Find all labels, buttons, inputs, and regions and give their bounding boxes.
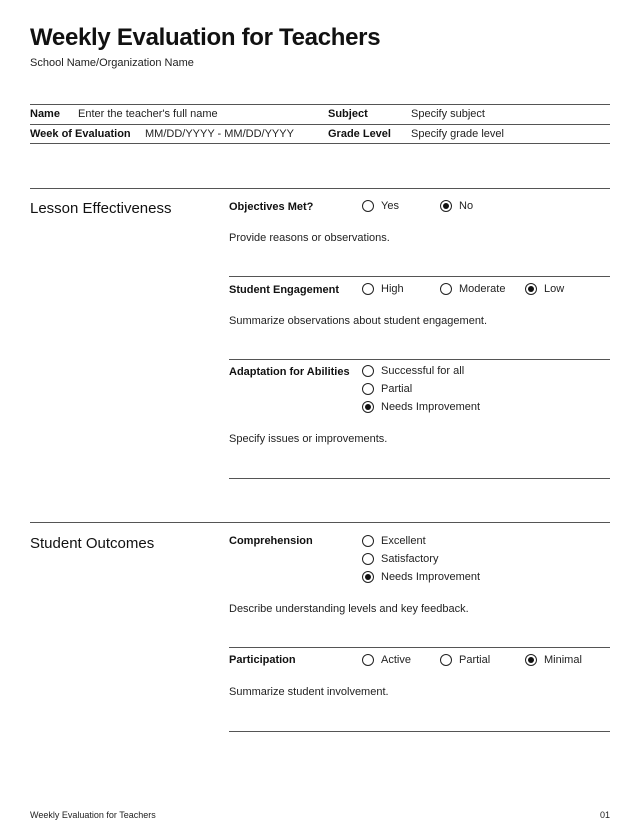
divider (229, 478, 610, 479)
divider (30, 104, 610, 105)
engagement-label: Student Engagement (229, 284, 340, 296)
divider (229, 647, 610, 648)
radio-icon (362, 654, 374, 666)
objectives-yes-radio[interactable] (362, 200, 399, 212)
week-label: Week of Evaluation (30, 128, 131, 140)
name-label: Name (30, 108, 60, 120)
radio-icon (362, 283, 374, 295)
comprehension-satisfactory-radio[interactable] (362, 553, 438, 565)
divider (229, 276, 610, 277)
engagement-high-radio[interactable] (362, 283, 404, 295)
divider (229, 731, 610, 732)
option-label: Successful for all (381, 365, 465, 377)
name-field[interactable]: Enter the teacher's full name (78, 108, 218, 120)
option-label: Needs Improvement (381, 571, 481, 583)
radio-icon (362, 535, 374, 547)
section-divider (30, 188, 610, 189)
subject-label: Subject (328, 108, 368, 120)
week-field[interactable]: MM/DD/YYYY - MM/DD/YYYY (145, 128, 294, 140)
option-label: Moderate (459, 283, 506, 295)
option-label: Partial (459, 654, 491, 666)
footer-title: Weekly Evaluation for Teachers (30, 810, 156, 820)
radio-selected-icon (440, 200, 452, 212)
participation-active-radio[interactable] (362, 654, 411, 666)
grade-label: Grade Level (328, 128, 391, 140)
adaptation-needs-improvement-radio[interactable] (362, 401, 480, 413)
option-label: Partial (381, 383, 413, 395)
participation-partial-radio[interactable] (440, 654, 490, 666)
section-title-outcomes: Student Outcomes (30, 535, 155, 552)
page-title: Weekly Evaluation for Teachers (30, 24, 381, 51)
organization-name: School Name/Organization Name (30, 57, 194, 69)
grade-field[interactable]: Specify grade level (411, 128, 504, 140)
radio-icon (362, 200, 374, 212)
option-label: Satisfactory (381, 553, 439, 565)
radio-icon (440, 654, 452, 666)
objectives-label: Objectives Met? (229, 201, 314, 213)
participation-note[interactable]: Summarize student involvement. (229, 686, 389, 698)
engagement-moderate-radio[interactable] (440, 283, 505, 295)
divider (30, 143, 610, 144)
subject-field[interactable]: Specify subject (411, 108, 485, 120)
participation-label: Participation (229, 654, 296, 666)
objectives-note[interactable]: Provide reasons or observations. (229, 232, 390, 244)
objectives-no-radio[interactable] (440, 200, 473, 212)
radio-selected-icon (525, 283, 537, 295)
radio-selected-icon (362, 401, 374, 413)
radio-selected-icon (525, 654, 537, 666)
adaptation-note[interactable]: Specify issues or improvements. (229, 433, 388, 445)
option-label: Needs Improvement (381, 401, 481, 413)
divider (30, 124, 610, 125)
page-number: 01 (599, 810, 610, 820)
adaptation-label: Adaptation for Abilities (229, 366, 350, 378)
radio-icon (362, 365, 374, 377)
comprehension-needs-improvement-radio[interactable] (362, 571, 480, 583)
comprehension-note[interactable]: Describe understanding levels and key feedback. (229, 603, 469, 615)
comprehension-excellent-radio[interactable] (362, 535, 426, 547)
option-label: Minimal (544, 654, 582, 666)
radio-selected-icon (362, 571, 374, 583)
adaptation-partial-radio[interactable] (362, 383, 412, 395)
radio-icon (440, 283, 452, 295)
radio-icon (362, 383, 374, 395)
engagement-low-radio[interactable] (525, 283, 564, 295)
option-label: Low (544, 283, 565, 295)
comprehension-label: Comprehension (229, 535, 313, 547)
option-label: Active (381, 654, 411, 666)
section-title-lesson: Lesson Effectiveness (30, 200, 172, 217)
radio-icon (362, 553, 374, 565)
engagement-note[interactable]: Summarize observations about student engagement. (229, 315, 488, 327)
option-label: Excellent (381, 535, 426, 547)
participation-minimal-radio[interactable] (525, 654, 582, 666)
option-label: No (459, 200, 474, 212)
option-label: High (381, 283, 404, 295)
adaptation-successful-radio[interactable] (362, 365, 464, 377)
divider (229, 359, 610, 360)
section-divider (30, 522, 610, 523)
option-label: Yes (381, 200, 399, 212)
